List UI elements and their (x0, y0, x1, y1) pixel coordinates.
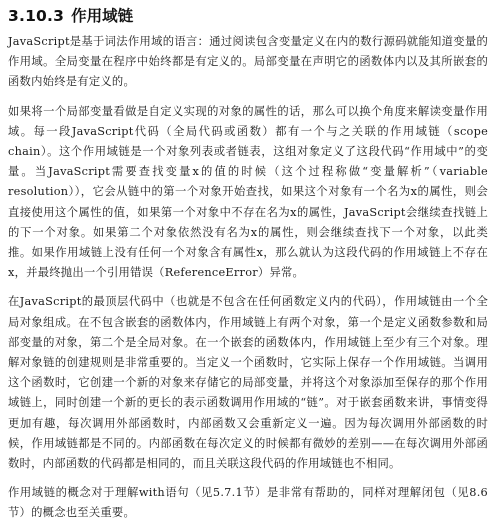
section-heading (8, 6, 488, 26)
paragraph-scope-chain-creation: 在JavaScript的最顶层代码中（也就是不包含在任何函数定义内的代码），作用域链由一个全局对象组成。在不包含嵌套的函数体内，作用域链上有两个对象，第一个是定义函数参数和局部变量的对象，第二个是全局对象。在一个嵌套的函数体内，作用域链上至少有三个对象。理解对象链的创建规则是非常重要的。当定义一个函数时，它实际上保存一个作用域链。当调用这个函数时，它创建一个新的对象来存储它的局部变量，并将这个对象添加至保存的那个作用域链上，同时创建一个新的更长的表示函数调用作用域的“链”。对于嵌套函数来讲，事情变得更加有趣，每次调用外部函数时，内部函数又会重新定义一遍。因为每次调用外部函数的时候，作用域链都是不同的。内部函数在每次定义的时候都有微妙的差别——在每次调用外部函数时，内部函数的代码都是相同的，而且关联这段代码的作用域链也不相同。 (8, 295, 488, 471)
paragraph-with-and-closures: 作用域链的概念对于理解with语句（见5.7.1节）是非常有帮助的，同样对理解闭包（见8.6节）的概念也至关重要。 (8, 486, 488, 520)
paragraph-lexical-scope: JavaScript是基于词法作用域的语言：通过阅读包含变量定义在内的数行源码就能知道变量的作用域。全局变量在程序中始终都是有定义的。局部变量在声明它的函数体内以及其所嵌套的函数内始终是有定义的。 (8, 35, 488, 89)
section-title: 作用域链 (71, 7, 134, 25)
section-number: 3.10.3 (8, 7, 65, 25)
paragraph-scope-chain-lookup: 如果将一个局部变量看做是自定义实现的对象的属性的话，那么可以换个角度来解读变量作用域。每一段JavaScript代码（全局代码或函数）都有一个与之关联的作用域链（scope chain）。这个作用域链是一个对象列表或者链表，这组对象定义了这段代码“作用域中”的变量。当JavaScript需要查找变量x的值的时候（这个过程称做“变量解析”（variable resolution）），它会从链中的第一个对象开始查找，如果这个对象有一个名为x的属性，则会直接使用这个属性的值，如果第一个对象中不存在名为x的属性，JavaScript会继续查找链上的下一个对象。如果第二个对象依然没有名为x的属性，则会继续查找下一个对象，以此类推。如果作用域链上没有任何一个对象含有属性x，那么就认为这段代码的作用域链上不存在x，并最终抛出一个引用错误（ReferenceError）异常。 (8, 104, 488, 280)
